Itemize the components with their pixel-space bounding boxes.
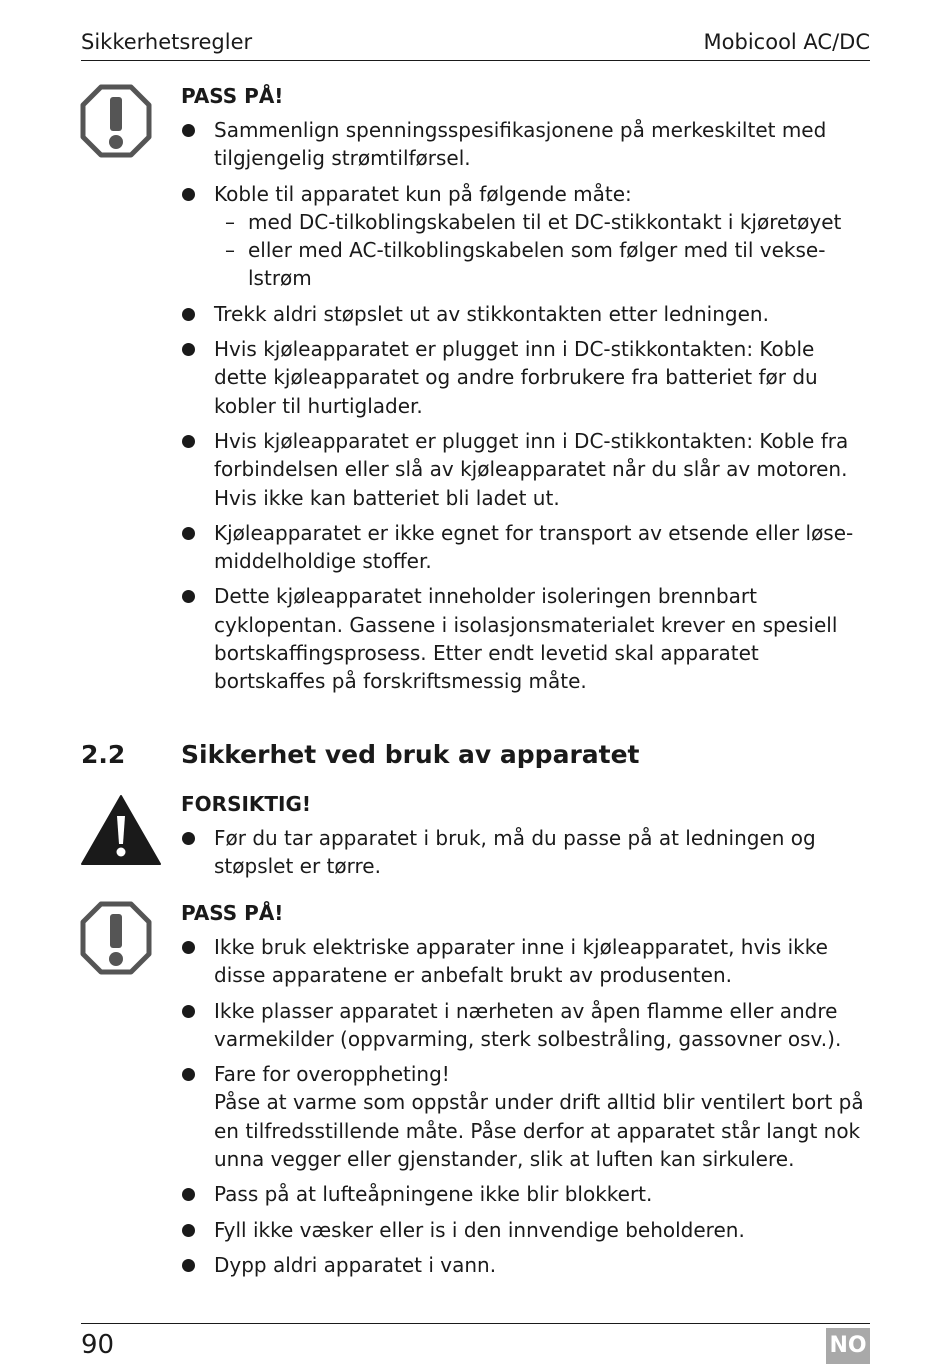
- list-item: Ikke plasser apparatet i nærheten av åpen flamme eller andre varmekilder (oppvarming, sterk solbestråling, gassovner osv.).: [181, 997, 871, 1054]
- warning-triangle-icon: [80, 794, 162, 866]
- caution-label: FORSIKTIG!: [181, 792, 312, 816]
- language-badge: NO: [826, 1328, 870, 1364]
- notice-label: PASS PÅ!: [181, 84, 284, 108]
- list-item: Før du tar apparatet i bruk, må du passe på at ledningen og støpslet er tørre.: [181, 824, 871, 881]
- sub-list-item: – med DC-tilkoblingskabelen til et DC-stikkontakt i kjøretøyet: [214, 208, 871, 236]
- list-item-text: Påse at varme som oppstår under drift alltid blir ventilert bort på en tilfredsstillende måte. Påse derfor at apparatet står langt nok unna vegger eller gjenstander, slik at luften kan sirkulere.: [214, 1090, 864, 1172]
- header-product: Mobicool AC/DC: [703, 30, 870, 54]
- list-item: Dette kjøleapparatet inneholder isoleringen brennbart cyklopentan. Gassene i isolasjonsmaterialet krever en spesiell bortskaffingsprosess. Etter endt levetid skal apparatet bortskaffes på forskriftsmessig måte.: [181, 582, 871, 695]
- list-item: Dypp aldri apparatet i vann.: [181, 1251, 871, 1279]
- list-item: Trekk aldri støpslet ut av stikkontakten etter ledningen.: [181, 300, 871, 328]
- header-chapter: Sikkerhetsregler: [81, 30, 253, 54]
- list-item: Kjøleapparatet er ikke egnet for transport av etsende eller løse-middelholdige stoffer.: [181, 519, 871, 576]
- list-item: Hvis kjøleapparatet er plugget inn i DC-stikkontakten: Koble dette kjøleapparatet og andre forbrukere fra batteriet før du kobler til hurtiglader.: [181, 335, 871, 420]
- page-number: 90: [81, 1330, 115, 1360]
- list-item: [181, 180, 871, 293]
- list-item-text: Fare for overoppheting!: [214, 1062, 450, 1087]
- sub-list-item: – eller med AC-tilkoblingskabelen som følger med til vekse-lstrøm: [214, 236, 871, 293]
- page-header: [81, 28, 870, 61]
- list-item-text: Koble til apparatet kun på følgende måte:: [214, 181, 632, 206]
- section-title: Sikkerhet ved bruk av apparatet: [181, 740, 640, 769]
- notice-label: PASS PÅ!: [181, 901, 284, 925]
- list-item: Hvis kjøleapparatet er plugget inn i DC-stikkontakten: Koble fra forbindelsen eller slå av kjøleapparatet når du slår av motoren. Hvis ikke kan batteriet bli ladet ut.: [181, 427, 871, 512]
- attention-octagon-icon: [80, 84, 152, 158]
- list-item: Ikke bruk elektriske apparater inne i kjøleapparatet, hvis ikke disse apparatene er anbefalt brukt av produsenten.: [181, 933, 871, 990]
- section-number: 2.2: [81, 740, 126, 769]
- list-item: Fyll ikke væsker eller is i den innvendige beholderen.: [181, 1216, 871, 1244]
- list-item: Sammenlign spenningsspesifikasjonene på merkeskiltet med tilgjengelig strømtilførsel.: [181, 116, 871, 173]
- page-footer: [81, 1323, 870, 1360]
- attention-octagon-icon: [80, 901, 152, 975]
- list-item: Pass på at lufteåpningene ikke blir blokkert.: [181, 1180, 871, 1208]
- list-item: [181, 1060, 871, 1173]
